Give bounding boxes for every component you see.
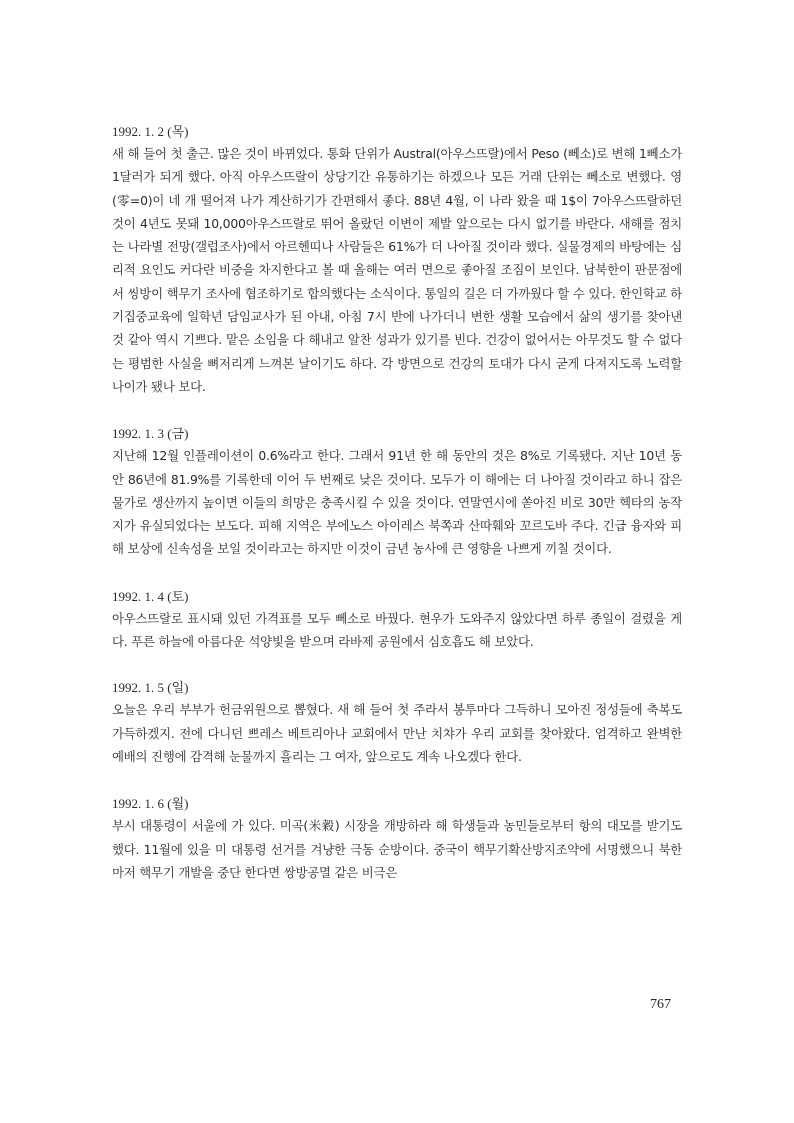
entry-date: 1992. 1. 5 (일) [112,680,189,696]
entry-body: 지난해 12월 인플레이션이 0.6%라고 한다. 그래서 91년 한 해 동안의 것은 8%로 기록됐다. 지난 10년 동안 86년에 81.9%를 기록한데 이어 두 번째로 낮은 것이다. 모두가 이 해에는 더 나아질 것이라고 하니 잡은 물가로 생산까지 높이면 이들의 희망은 충족시킬 수 있을 것이다. 연말연시에 쏟아진 비로 30만 헥타의 농작지가 유실되었다는 보도다. 피해 지역은 부에노스 아이레스 북쪽과 산따훼와 꼬르도바 주다. 긴급 융자와 피해 보상에 신속성을 보일 것이라고는 하지만 이것이 금년 농사에 큰 영향을 나쁘게 끼칠 것이다. [112,448,682,557]
entry-body: 부시 대통령이 서울에 가 있다. 미곡(米穀) 시장을 개방하라 해 학생들과 농민들로부터 항의 대모를 받기도 했다. 11월에 있을 미 대통령 선거를 겨냥한 극동 순방이다. 중국이 핵무기확산방지조약에 서명했으니 북한마저 핵무기 개발을 중단 한다면 쌍방공멸 같은 비극은 [112,818,682,880]
entry-body: 오늘은 우리 부부가 헌금위원으로 뽑혔다. 새 해 들어 첫 주라서 봉투마다 그득하니 모아진 정성들에 축복도 가득하겠지. 전에 다니던 쁘레스 베트리아나 교회에서 만난 치챠가 우리 교회를 찾아왔다. 엄격하고 완벽한 예배의 진행에 감격해 눈물까지 흘리는 그 여자, 앞으로도 계속 나오겠다 한다. [112,702,682,764]
page-number: 767 [650,997,671,1012]
entry-body: 아우스뜨랄로 표시돼 있던 가격표를 모두 뻬소로 바꿨다. 현우가 도와주지 않았다면 하루 종일이 걸렸을 게다. 푸른 하늘에 아름다운 석양빛을 받으며 라바제 공원에서 심호흡도 해 보았다. [112,610,682,650]
entry-body: 새 해 들어 첫 출근. 많은 것이 바뀌었다. 통화 단위가 Austral(아우스뜨랄)에서 Peso (뻬소)로 변해 1뻬소가 1달러가 되게 했다. 아직 아우스뜨랄이 상당기간 유통하기는 하겠으나 모든 거래 단위는 뻬소로 변했다. 영(零=0)이 네 개 떨어져 나가 계산하기가 간편해서 좋다. 88년 4월, 이 나라 왔을 때 1$이 7아우스뜨랄하던 것이 4년도 못돼 10,000아우스뜨랄로 뛰어 올랐던 이변이 제발 앞으로는 다시 없기를 바란다. 새해를 점치는 나라별 전망(갤럽조사)에서 아르헨띠나 사람들은 61%가 더 나아질 것이라 했다. 실물경제의 바탕에는 심리적 요인도 커다란 비중을 차지한다고 볼 때 올해는 여러 면으로 좋아질 조짐이 보인다. 남북한이 판문점에서 씽방이 핵무기 조사에 협조하기로 합의했다는 소식이다. 통일의 길은 더 가까웠다 할 수 있다. 한인학교 하기집중교육에 일학년 담임교사가 된 아내, 아침 7시 반에 나가더니 변한 생활 모습에서 삶의 생기를 찾아낸 것 같아 역시 기쁘다. 맡은 소임을 다 해내고 알찬 성과가 있기를 빈다. 건강이 없어서는 아무것도 할 수 없다는 평범한 사실을 뼈저리게 느껴본 날이기도 하다. 각 방면으로 건강의 토대가 다시 굳게 다져지도록 노력할 나이가 됐나 보다. [112,146,682,394]
entry-date: 1992. 1. 6 (월) [112,796,189,812]
diary-entry [112,423,682,560]
diary-entry [112,121,682,398]
diary-entry [112,586,682,654]
diary-entry [112,677,682,768]
entry-date: 1992. 1. 3 (금) [112,426,189,442]
entry-date: 1992. 1. 4 (토) [112,588,189,604]
diary-page [112,121,682,884]
entry-date: 1992. 1. 2 (목) [112,124,189,139]
diary-entry [112,793,682,884]
